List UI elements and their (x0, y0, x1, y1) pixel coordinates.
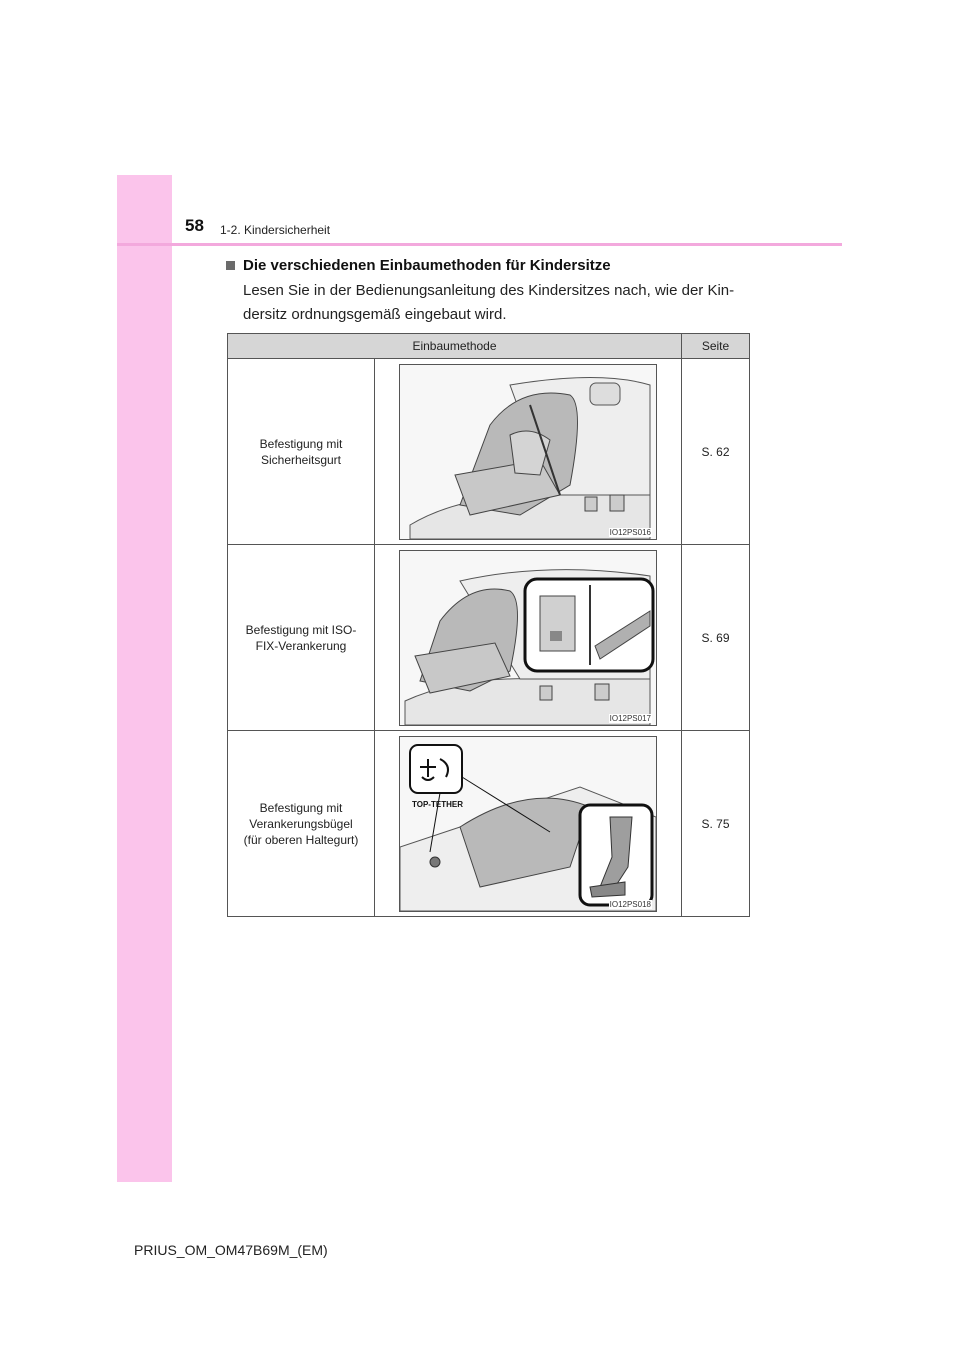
method-label-line: Sicherheitsgurt (260, 452, 342, 467)
method-label-line: Befestigung mit (259, 436, 343, 451)
method-cell (228, 731, 375, 917)
column-header-page: Seite (682, 334, 750, 359)
top-tether-label: TOP-TETHER (412, 799, 463, 809)
figure-id: IO12PS017 (609, 713, 651, 723)
table-header-row (228, 334, 750, 359)
table-row (228, 731, 750, 917)
isofix-installation-illustration (399, 550, 657, 726)
page-reference: S. 69 (682, 545, 750, 731)
figure-id: IO12PS018 (609, 899, 651, 909)
method-label-line: Befestigung mit ISO- (245, 622, 357, 637)
method-label-line: Befestigung mit (259, 800, 343, 815)
figure-cell (375, 731, 682, 917)
top-tether-illustration-drawing (400, 737, 656, 911)
isofix-illustration-drawing (400, 551, 656, 725)
seatbelt-installation-illustration (399, 364, 657, 540)
figure-cell (375, 359, 682, 545)
header-divider (117, 243, 842, 246)
section-heading-row (226, 257, 611, 274)
top-tether-installation-illustration (399, 736, 657, 912)
chapter-sidebar-tab (117, 175, 172, 1182)
method-label-line: Verankerungsbügel (249, 816, 353, 831)
intro-line: dersitz ordnungsgemäß eingebaut wird. (243, 306, 507, 323)
seatbelt-illustration-drawing (400, 365, 656, 539)
square-bullet-icon (226, 261, 235, 270)
page-reference: S. 75 (682, 731, 750, 917)
section-title: 1-2. Kindersicherheit (220, 223, 331, 237)
column-header-method: Einbaumethode (228, 334, 682, 359)
table-row (228, 359, 750, 545)
figure-cell (375, 545, 682, 731)
method-cell (228, 359, 375, 545)
method-label-line: FIX-Verankerung (255, 638, 347, 653)
page-reference: S. 62 (682, 359, 750, 545)
figure-id: IO12PS016 (609, 527, 651, 537)
intro-line: Lesen Sie in der Bedienungsanleitung des Kindersitzes nach, wie der Kin- (243, 282, 735, 299)
installation-methods-table (227, 333, 750, 917)
table-row (228, 545, 750, 731)
method-label-line: (für oberen Haltegurt) (243, 832, 359, 847)
document-code: PRIUS_OM_OM47B69M_(EM) (134, 1242, 328, 1258)
intro-paragraph (243, 279, 763, 327)
section-heading: Die verschiedenen Einbaumethoden für Kindersitze (243, 257, 611, 274)
method-cell (228, 545, 375, 731)
page-number: 58 (185, 216, 204, 235)
